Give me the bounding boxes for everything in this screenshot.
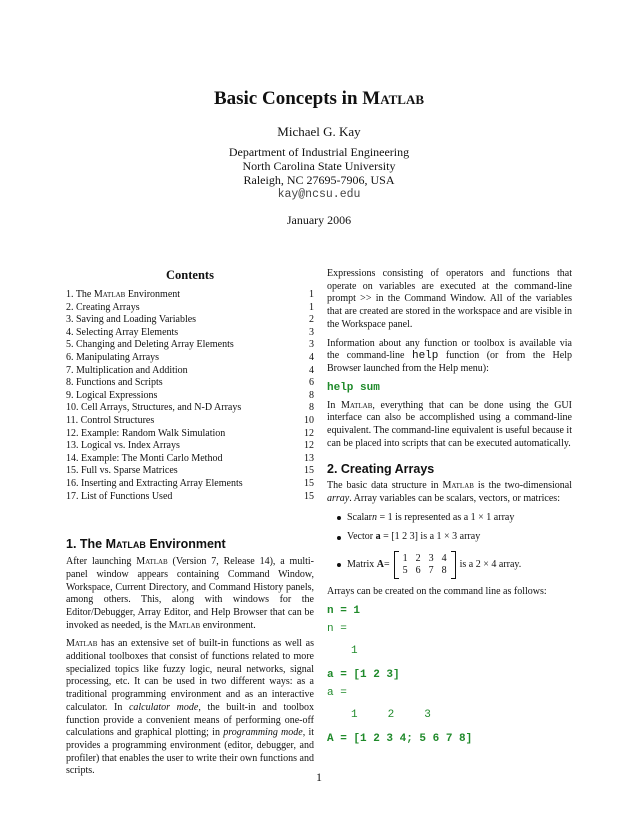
toc-entry-title <box>66 453 222 466</box>
text-run: Information about any function or toolbox is available via the command-line <box>327 337 572 362</box>
code-command: A = [1 2 3 4; 5 6 7 8] <box>327 732 473 745</box>
toc-entry-title <box>66 289 180 302</box>
text-run: 16. Inserting and Extracting Array Elements <box>66 477 243 489</box>
text-run: 13. Logical vs. Index Arrays <box>66 440 180 452</box>
toc-entry-title <box>66 491 172 504</box>
text-run: , everything that can be done using the GUI interface can also be accomplished using a command-line equivalent. The command-line equivalent is useful because it can be placed into scripts that can be executed automatically. <box>327 399 572 449</box>
toc-entry[interactable] <box>66 428 314 441</box>
text-run: has an extensive set of built-in functions as well as additional toolboxes that consist of functions related to more specialized topics like fuzzy logic, neural networks, signal processing, etc. It can be used in two different ways: as a traditional programming environment and as an interactive calculator. In <box>66 638 314 713</box>
toc-entry[interactable] <box>66 402 314 415</box>
text-run: 12. Example: Random Walk Simulation <box>66 427 226 439</box>
section-2-paragraph-2: Arrays can be created on the command line as follows: <box>327 585 547 597</box>
toc-entry-page: 13 <box>304 452 314 464</box>
matrix-cell: 8 <box>441 564 447 576</box>
toc-entry[interactable] <box>66 453 314 466</box>
toc-entry-title <box>66 415 154 428</box>
bullet-icon <box>337 563 341 567</box>
intro-paragraph-2 <box>327 338 572 376</box>
text-run: 2. Creating Arrays <box>66 301 140 313</box>
text-run: , the built-in and toolbox function provide a convenient means of performing one-off calculations and graphical plotting; in <box>66 701 314 739</box>
text-run: , it provides a programming environment (editor, debugger, and profiler) that enables the user to write their own functions and scripts. <box>66 727 314 777</box>
toc-entry[interactable] <box>66 302 314 315</box>
toc-entry[interactable] <box>66 491 314 504</box>
text-run-matlab: Matlab <box>340 399 373 411</box>
text-run: 14. Example: The Monti Carlo Method <box>66 452 223 464</box>
list-item <box>337 512 572 525</box>
text-run-matlab: Matlab <box>168 619 201 631</box>
text-run: . Array variables can be scalars, vectors, or matrices: <box>349 493 560 505</box>
code-output-label: a = <box>327 686 347 699</box>
text-run-bold: a <box>375 531 381 543</box>
affiliation-line: Raleigh, NC 27695-7906, USA <box>243 173 395 187</box>
matrix-cell: 1 <box>402 552 408 564</box>
right-column <box>327 268 572 751</box>
text-run-matlab: Matlab <box>442 480 474 492</box>
author: Michael G. Kay <box>277 124 361 139</box>
text-run-italic: calculator mode <box>128 701 199 713</box>
affiliation <box>0 145 638 187</box>
text-run: 10. Cell Arrays, Structures, and N-D Arrays <box>66 402 242 414</box>
heading-text: 1. The <box>66 537 106 552</box>
text-run: = [1 2 3] is a 1 × 3 array <box>380 531 481 543</box>
toc-entry-page: 8 <box>309 389 314 401</box>
text-run: 9. Logical Expressions <box>66 389 158 401</box>
toc-entry[interactable] <box>66 365 314 378</box>
text-run-italic: programming mode <box>223 727 303 739</box>
code-output-value: 1 <box>351 708 358 721</box>
toc-entry-title <box>66 390 157 403</box>
list-item <box>337 531 572 544</box>
toc-entry-page: 6 <box>309 377 314 389</box>
text-run: 17. List of Functions Used <box>66 490 173 502</box>
inline-code: help <box>411 350 439 363</box>
toc-entry-title <box>66 327 178 340</box>
matrix-values <box>399 553 451 577</box>
intro-paragraph-1: Expressions consisting of operators and functions that operate on variables are executed at the command-line prompt >> in the Command Window. All of the variables that are created are stored in the workspace and are visible in the Workspace panel. <box>327 268 572 330</box>
toc-entry-page: 12 <box>304 440 314 452</box>
matrix-cell: 2 <box>415 552 421 564</box>
text-run-matlab: Matlab <box>136 556 168 568</box>
toc-entry[interactable] <box>66 478 314 491</box>
toc-entry-title <box>66 302 140 315</box>
text-run: environment. <box>200 619 256 631</box>
text-run: In <box>327 399 341 411</box>
table-of-contents <box>66 289 314 503</box>
text-run: Matrix <box>347 558 377 570</box>
toc-entry[interactable] <box>66 327 314 340</box>
heading-matlab: Matlab <box>105 537 146 552</box>
text-run: After launching <box>66 556 137 568</box>
matrix-cell: 6 <box>415 564 421 576</box>
section-2-paragraph-1 <box>327 480 572 505</box>
text-run-italic: array <box>327 493 350 505</box>
section-1-heading <box>66 537 314 551</box>
toc-entry-title <box>66 339 234 352</box>
heading-text: Environment <box>145 537 226 552</box>
toc-entry-title <box>66 352 159 365</box>
toc-entry[interactable] <box>66 465 314 478</box>
matrix-cell: 4 <box>441 552 447 564</box>
toc-entry-page: 12 <box>304 427 314 439</box>
text-run-italic: n <box>372 511 377 523</box>
text-run: 11. Control Structures <box>66 414 155 426</box>
text-run: 7. Multiplication and Addition <box>66 364 188 376</box>
toc-entry-page: 1 <box>309 301 314 313</box>
toc-entry-title <box>66 377 163 390</box>
title-text: Basic Concepts in <box>213 88 363 109</box>
text-run: 1. The <box>66 289 94 300</box>
bullet-icon <box>337 516 341 520</box>
toc-entry-page: 8 <box>309 402 314 414</box>
text-run: Environment <box>125 289 181 300</box>
toc-entry[interactable] <box>66 440 314 453</box>
text-run-bold: A <box>376 558 384 570</box>
text-run: 6. Manipulating Arrays <box>66 351 160 363</box>
toc-entry-page: 4 <box>309 364 314 376</box>
toc-entry[interactable] <box>66 415 314 428</box>
left-column <box>66 268 314 784</box>
toc-entry[interactable] <box>66 390 314 403</box>
matrix-cell: 7 <box>428 564 434 576</box>
code-output-label: n = <box>327 622 347 635</box>
matrix-2x4 <box>394 551 456 579</box>
text-run: The basic data structure in <box>327 480 443 492</box>
list-item <box>337 551 572 579</box>
text-run-matlab: Matlab <box>66 638 98 650</box>
text-run: 15. Full vs. Sparse Matrices <box>66 465 178 477</box>
toc-entry-title <box>66 314 196 327</box>
array-types-list <box>327 512 572 579</box>
toc-entry-page: 10 <box>304 414 314 426</box>
text-run: is the two-dimensional <box>473 480 572 492</box>
toc-entry-page: 2 <box>309 314 314 326</box>
text-run: 3. Saving and Loading Variables <box>66 314 197 326</box>
toc-entry-page: 15 <box>304 490 314 502</box>
toc-entry-page: 15 <box>304 465 314 477</box>
author-email[interactable]: kay@ncsu.edu <box>277 188 361 201</box>
section-1-paragraph-2 <box>66 638 314 778</box>
toc-entry[interactable] <box>66 352 314 365</box>
toc-entry-page: 4 <box>309 351 314 363</box>
text-run-matlab: Matlab <box>93 289 126 300</box>
page-number: 1 <box>316 770 322 784</box>
text-run: Vector <box>347 531 376 543</box>
toc-entry-title <box>66 428 225 441</box>
toc-entry[interactable] <box>66 289 314 302</box>
text-run: (Version 7, Release 14), a multi-panel window appears containing Command Window, Workspace, Current Directory, and Command History panels, among others. This, along with windows for the Editor/Debugger, Array Editor, and Help Browser that can be invoked as needed, is the <box>66 556 314 631</box>
toc-entry-title <box>66 365 188 378</box>
publication-date: January 2006 <box>286 213 352 227</box>
toc-entry[interactable] <box>66 339 314 352</box>
code-output-value: 3 <box>424 708 431 721</box>
toc-entry[interactable] <box>66 314 314 327</box>
text-run: Scalar <box>347 511 372 523</box>
text-run: = <box>383 558 390 570</box>
toc-entry-page: 3 <box>309 326 314 338</box>
code-output-value: 2 <box>387 708 395 721</box>
text-run: 4. Selecting Array Elements <box>66 326 179 338</box>
section-2-heading: 2. Creating Arrays <box>327 462 435 477</box>
text-run: 8. Functions and Scripts <box>66 377 163 389</box>
toc-entry-title <box>66 440 180 453</box>
matrix-cell: 3 <box>428 552 434 564</box>
text-run: is a 2 × 4 array. <box>459 558 522 570</box>
toc-entry-title <box>66 465 178 478</box>
code-help-sum: help sum <box>327 381 380 394</box>
code-output-value: 1 <box>351 644 358 657</box>
bullet-icon <box>337 536 341 540</box>
toc-entry-page: 3 <box>309 339 314 351</box>
code-command: a = [1 2 3] <box>327 668 400 681</box>
toc-heading: Contents <box>166 268 214 282</box>
matrix-cell: 5 <box>402 564 408 576</box>
toc-entry-page: 15 <box>304 477 314 489</box>
affiliation-line: North Carolina State University <box>242 159 396 173</box>
toc-entry[interactable] <box>66 377 314 390</box>
toc-entry-title <box>66 402 241 415</box>
section-1-paragraph-1 <box>66 556 314 632</box>
toc-entry-title <box>66 478 243 491</box>
text-run: 5. Changing and Deleting Array Elements <box>66 339 234 351</box>
matrix-right-bracket <box>451 551 456 579</box>
text-run: = 1 is represented as a 1 × 1 array <box>377 511 515 523</box>
code-output-values <box>351 709 572 721</box>
affiliation-line: Department of Industrial Engineering <box>228 145 410 159</box>
text-run: function (or from the Help Browser launched from the Help menu): <box>327 350 572 374</box>
code-command: n = 1 <box>327 604 361 617</box>
page-title <box>0 88 638 110</box>
toc-entry-page: 1 <box>309 289 314 300</box>
title-matlab: Matlab <box>362 88 425 109</box>
intro-paragraph-3 <box>327 400 572 451</box>
